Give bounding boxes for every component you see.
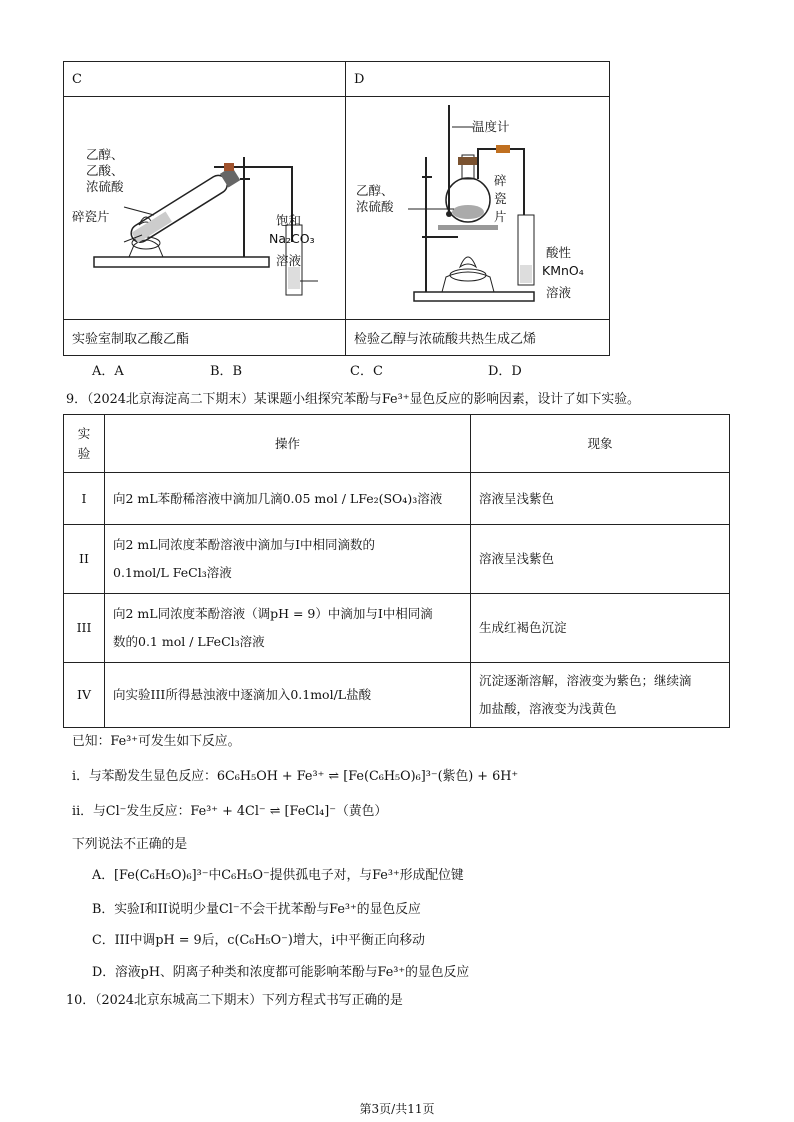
d-chips-label-2: 瓷 — [494, 191, 507, 206]
q8-choice-a[interactable]: A．A — [92, 364, 124, 379]
table-row — [64, 525, 730, 594]
q8-choice-b[interactable]: B．B — [210, 364, 243, 379]
q9-option-a[interactable]: A．[Fe(C₆H₅O)₆]³⁻中C₆H₅O⁻提供孤电子对，与Fe³⁺形成配位键 — [92, 868, 464, 883]
table-row — [64, 663, 730, 728]
known-intro: 已知：Fe³⁺可发生如下反应。 — [72, 734, 241, 749]
d-receiver-label-2: KMnO₄ — [542, 263, 584, 278]
c-receiver-label-3: 溶液 — [276, 253, 302, 268]
experiment-table — [63, 414, 730, 728]
row-operation: 向实验III所得悬浊液中逐滴加入0.1mol/L盐酸 — [105, 663, 471, 728]
d-thermometer-label: 温度计 — [472, 119, 510, 134]
row-result: 沉淀逐渐溶解，溶液变为紫色；继续滴 加盐酸，溶液变为浅黄色 — [471, 663, 730, 728]
apparatus-c-cell — [64, 97, 346, 320]
q10-stem: 10．（2024北京东城高二下期末）下列方程式书写正确的是 — [66, 993, 403, 1008]
d-receiver-label-3: 溶液 — [546, 285, 572, 300]
c-reagent-label-2: 乙酸、 — [86, 163, 124, 178]
th-phenomenon: 现象 — [471, 415, 730, 473]
q9-option-d[interactable]: D．溶液pH、阴离子种类和浓度都可能影响苯酚与Fe³⁺的显色反应 — [92, 965, 470, 980]
apparatus-d-cell — [346, 97, 610, 320]
c-chips-label: 碎瓷片 — [72, 209, 110, 224]
row-result: 溶液呈浅紫色 — [471, 525, 730, 594]
caption-c: 实验室制取乙酸乙酯 — [64, 320, 346, 356]
q9-option-c[interactable]: C．III中调pH = 9后，c(C₆H₅O⁻)增大，i中平衡正向移动 — [92, 933, 425, 948]
row-operation: 向2 mL同浓度苯酚溶液（调pH = 9）中滴加与I中相同滴 数的0.1 mol / LFeCl₃溶液 — [105, 594, 471, 663]
caption-d: 检验乙醇与浓硫酸共热生成乙烯 — [346, 320, 610, 356]
c-reagent-label-3: 浓硫酸 — [86, 179, 124, 194]
row-operation: 向2 mL苯酚稀溶液中滴加几滴0.05 mol / LFe₂(SO₄)₃溶液 — [105, 473, 471, 525]
reaction-i: i．与苯酚发生显色反应：6C₆H₅OH + Fe³⁺ ⇌ [Fe(C₆H₅O)₆]³⁻(紫色) + 6H⁺ — [72, 769, 519, 784]
table-row — [64, 473, 730, 525]
c-reagent-label-1: 乙醇、 — [86, 147, 124, 162]
row-id: IV — [64, 663, 105, 728]
row-operation: 向2 mL同浓度苯酚溶液中滴加与I中相同滴数的 0.1mol/L FeCl₃溶液 — [105, 525, 471, 594]
row-result: 生成红褐色沉淀 — [471, 594, 730, 663]
d-reagent-label-1: 乙醇、 — [356, 183, 394, 198]
c-receiver-label-2: Na₂CO₃ — [269, 231, 315, 246]
q8-choice-c[interactable]: C．C — [350, 364, 383, 379]
header-c: C — [64, 62, 346, 97]
question-prompt: 下列说法不正确的是 — [72, 837, 188, 852]
row-result: 溶液呈浅紫色 — [471, 473, 730, 525]
row-id: III — [64, 594, 105, 663]
d-receiver-label-1: 酸性 — [546, 245, 572, 260]
reaction-ii: ii．与Cl⁻发生反应：Fe³⁺ + 4Cl⁻ ⇌ [FeCl₄]⁻（黄色） — [72, 804, 388, 819]
q9-stem: 9．（2024北京海淀高二下期末）某课题小组探究苯酚与Fe³⁺显色反应的影响因素，设计了如下实验。 — [66, 392, 640, 407]
header-d: D — [346, 62, 610, 97]
th-operation: 操作 — [105, 415, 471, 473]
table-row — [64, 594, 730, 663]
apparatus-table — [63, 61, 610, 356]
th-experiment: 实验 — [64, 415, 105, 473]
c-receiver-label-1: 饱和 — [276, 213, 302, 228]
row-id: II — [64, 525, 105, 594]
row-id: I — [64, 473, 105, 525]
d-chips-label-3: 片 — [494, 209, 507, 224]
page-footer: 第3页/共11页 — [359, 1102, 435, 1116]
d-chips-label-1: 碎 — [494, 173, 507, 188]
d-reagent-label-2: 浓硫酸 — [356, 199, 394, 214]
q8-choice-d[interactable]: D．D — [488, 364, 522, 379]
q9-option-b[interactable]: B．实验I和II说明少量Cl⁻不会干扰苯酚与Fe³⁺的显色反应 — [92, 902, 421, 917]
